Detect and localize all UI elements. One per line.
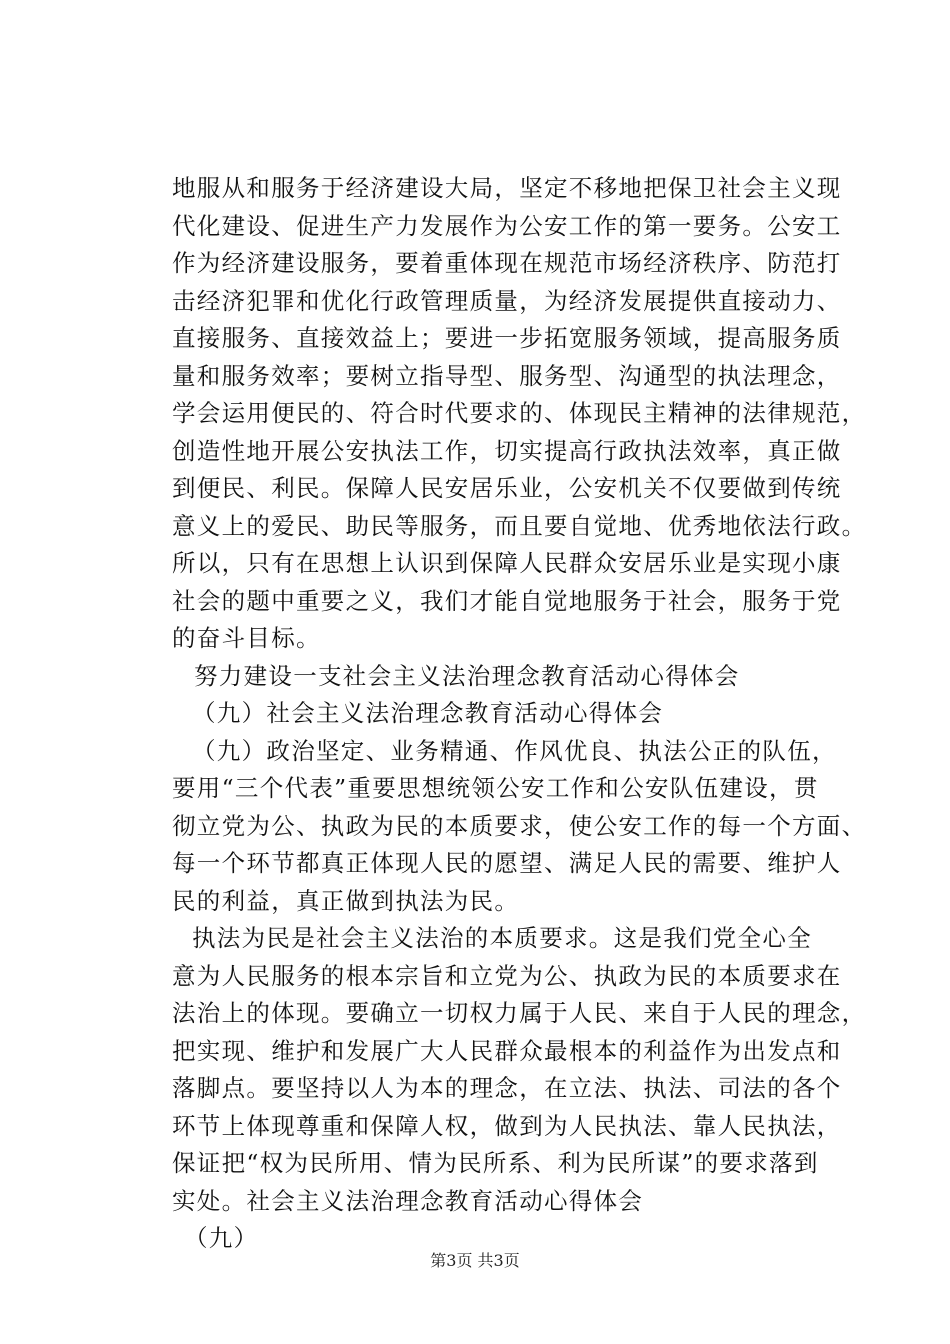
heading-line: （九）社会主义法治理念教育活动心得体会: [192, 699, 664, 727]
page-number: 第3页 共3页: [430, 1251, 520, 1270]
paragraph-line: 意义上的爱民、助民等服务，而且要自觉地、优秀地依法行政。: [172, 511, 867, 540]
paragraph-line: 量和服务效率；要树立指导型、服务型、沟通型的执法理念，: [172, 361, 842, 390]
paragraph-line: 彻立党为公、执政为民的本质要求，使公安工作的每一个方面、: [172, 811, 867, 840]
paragraph-line: （九）政治坚定、业务精通、作风优良、执法公正的队伍，: [192, 736, 837, 765]
paragraph-line: 法治上的体现。要确立一切权力属于人民、来自于人民的理念，: [172, 999, 867, 1027]
paragraph-line: 环节上体现尊重和保障人权，做到为人民执法、靠人民执法，: [172, 1111, 842, 1140]
paragraph-line: 学会运用便民的、符合时代要求的、体现民主精神的法律规范，: [172, 399, 867, 427]
paragraph-line: 击经济犯罪和优化行政管理质量，为经济发展提供直接动力、: [172, 286, 842, 315]
paragraph-line: （九）: [184, 1224, 259, 1252]
paragraph-line: 直接服务、直接效益上；要进一步拓宽服务领域，提高服务质: [172, 324, 842, 352]
paragraph-line: 落脚点。要坚持以人为本的理念，在立法、执法、司法的各个: [172, 1074, 842, 1102]
document-body: [172, 170, 867, 1258]
heading-line: 努力建设一支社会主义法治理念教育活动心得体会: [194, 661, 740, 690]
paragraph-line: 要用“三个代表”重要思想统领公安工作和公安队伍建设，贯: [172, 774, 819, 802]
paragraph-line: 把实现、维护和发展广大人民群众最根本的利益作为出发点和: [172, 1036, 842, 1065]
paragraph-line: 到便民、利民。保障人民安居乐业，公安机关不仅要做到传统: [172, 474, 842, 502]
paragraph-line: 民的利益，真正做到执法为民。: [172, 886, 520, 915]
paragraph-line: 保证把“权为民所用、情为民所系、利为民所谋”的要求落到: [172, 1149, 819, 1177]
paragraph-line: 创造性地开展公安执法工作，切实提高行政执法效率，真正做: [172, 436, 842, 465]
paragraph-line: 作为经济建设服务，要着重体现在规范市场经济秩序、防范打: [172, 249, 842, 277]
paragraph-line: 执法为民是社会主义法治的本质要求。这是我们党全心全: [192, 924, 812, 952]
paragraph-line: 每一个环节都真正体现人民的愿望、满足人民的需要、维护人: [172, 849, 842, 877]
paragraph-line: 地服从和服务于经济建设大局，坚定不移地把保卫社会主义现: [172, 174, 842, 202]
paragraph-line: 的奋斗目标。: [172, 624, 321, 652]
paragraph-line: 实处。社会主义法治理念教育活动心得体会: [172, 1186, 644, 1215]
paragraph-line: 所以，只有在思想上认识到保障人民群众安居乐业是实现小康: [172, 549, 842, 577]
paragraph-line: 代化建设、促进生产力发展作为公安工作的第一要务。公安工: [172, 211, 842, 240]
paragraph-line: 社会的题中重要之义，我们才能自觉地服务于社会，服务于党: [172, 586, 842, 615]
paragraph-line: 意为人民服务的根本宗旨和立党为公、执政为民的本质要求在: [172, 961, 842, 990]
